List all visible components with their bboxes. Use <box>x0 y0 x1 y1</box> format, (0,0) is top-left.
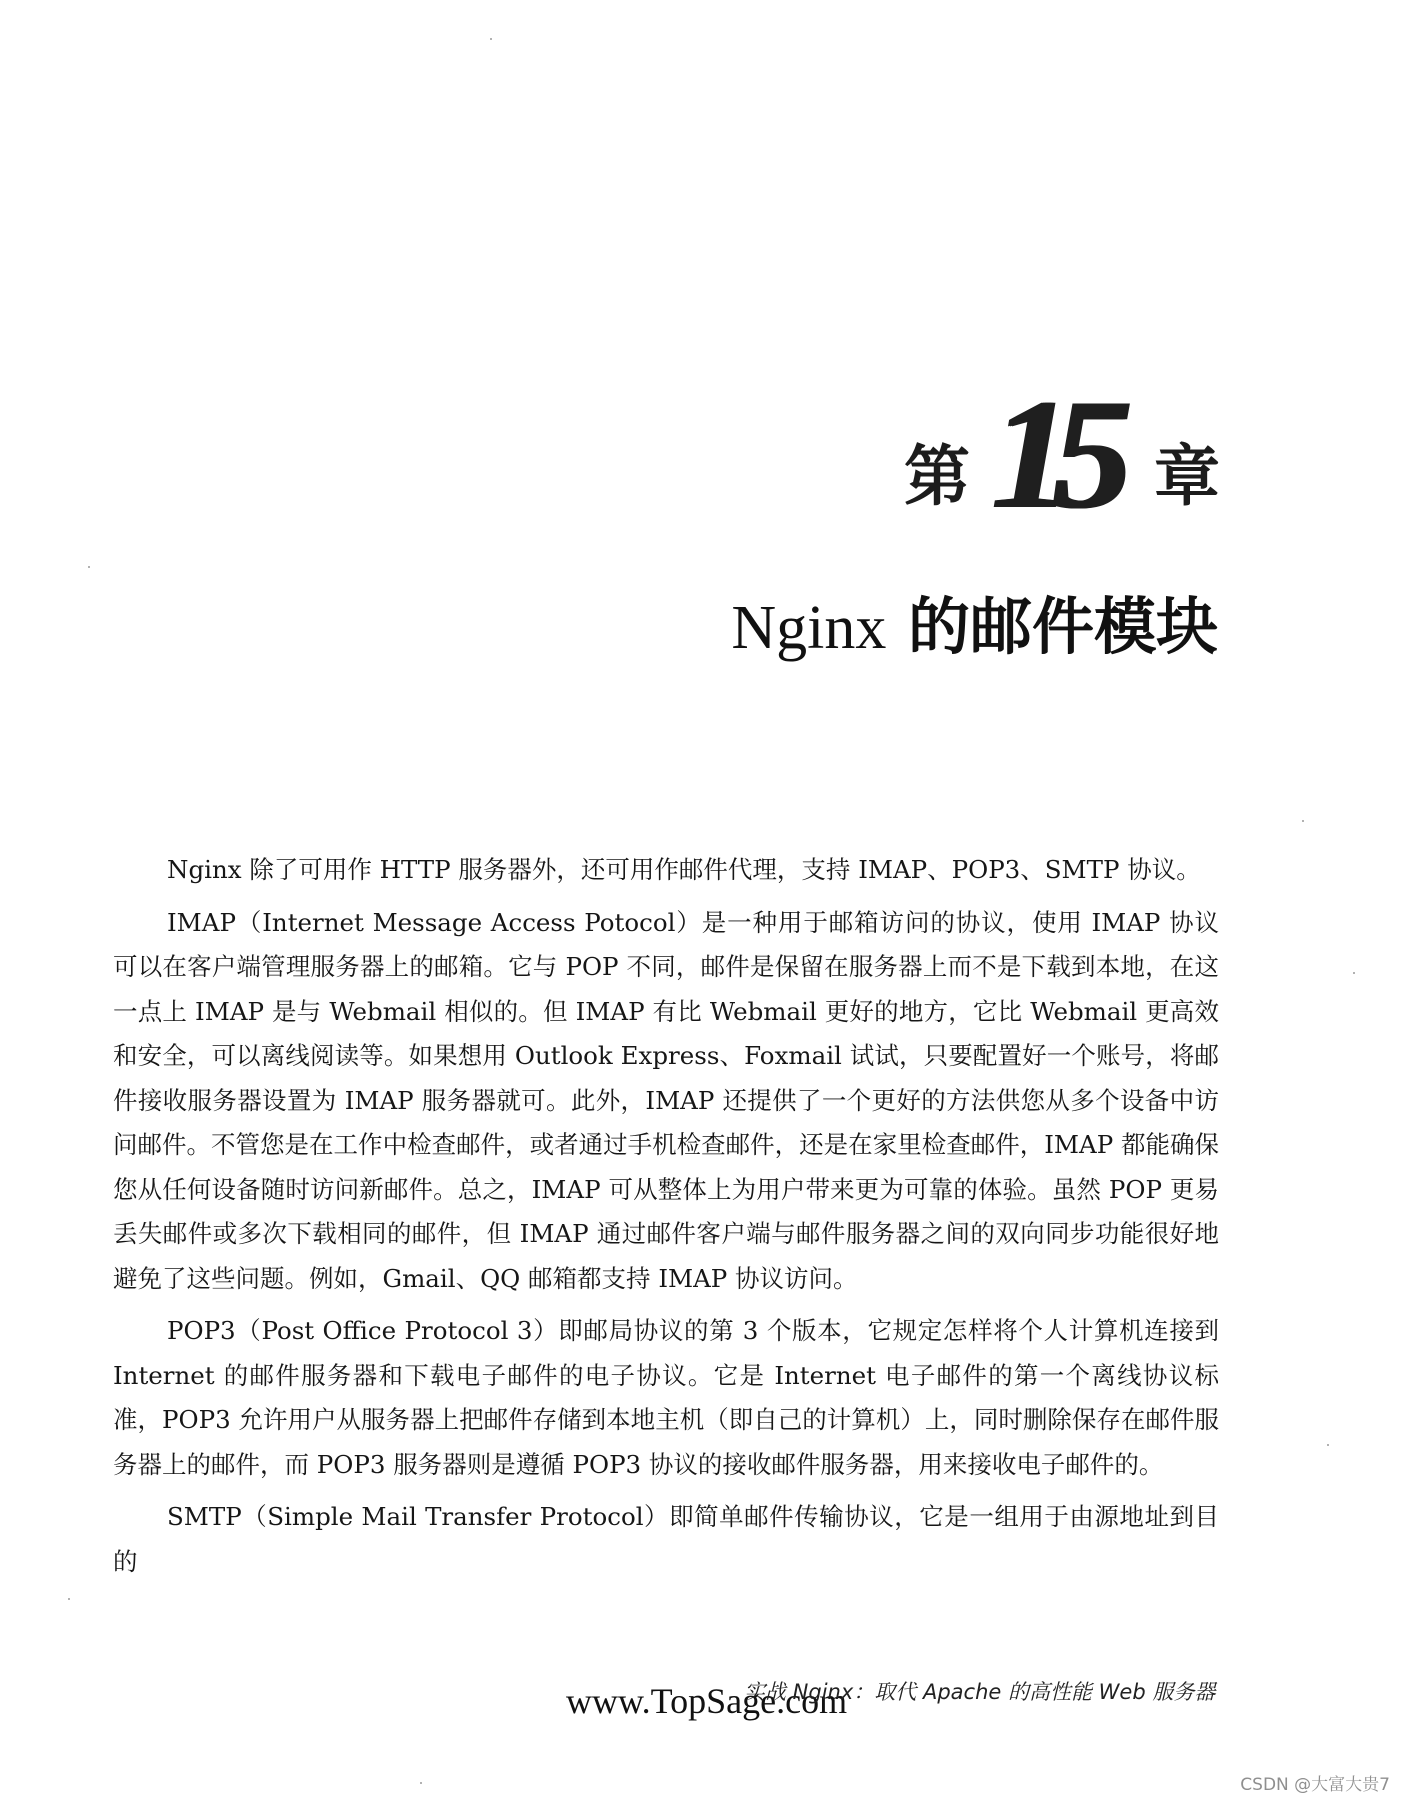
chapter-title-cjk: 的邮件模块 <box>886 590 1218 663</box>
scan-speck <box>88 566 90 568</box>
paragraph-imap: IMAP（Internet Message Access Potocol）是一种用于邮箱访问的协议，使用 IMAP 协议可以在客户端管理服务器上的邮箱。它与 POP 不同，邮件是保留在服务器上而不是下载到本地，在这一点上 IMAP 是与 Webmail 相似的。但 IMAP 有比 Webmail 更好的地方，它比 Webmail 更高效和安全，可以离线阅读等。如果想用 Outlook Express、Foxmail 试试，只要配置好一个账号，将邮件接收服务器设置为 IMAP 服务器就可。此外，IMAP 还提供了一个更好的方法供您从多个设备中访问邮件。不管您是在工作中检查邮件，或者通过手机检查邮件，还是在家里检查邮件，IMAP 都能确保您从任何设备随时访问新邮件。总之，IMAP 可从整体上为用户带来更为可靠的体验。虽然 POP 更易丢失邮件或多次下载相同的邮件，但 IMAP 通过邮件客户端与邮件服务器之间的双向同步功能很好地避免了这些问题。例如，Gmail、QQ 邮箱都支持 IMAP 协议访问。 <box>113 907 1219 1293</box>
paragraph-intro: Nginx 除了可用作 HTTP 服务器外，还可用作邮件代理，支持 IMAP、POP3、SMTP 协议。 <box>167 855 1201 884</box>
scan-speck <box>420 1782 422 1784</box>
chapter-number: 15 <box>992 367 1114 542</box>
chapter-title <box>731 590 1218 663</box>
scan-speck <box>1353 972 1355 974</box>
body-text <box>113 848 1219 1592</box>
chapter-heading <box>904 367 1220 542</box>
page-footer <box>566 1680 1226 1728</box>
footer-book-title: 实战 Nginx：取代 Apache 的高性能 Web 服务器 <box>744 1680 1216 1704</box>
scan-speck <box>1302 820 1304 822</box>
scan-speck <box>1327 1444 1329 1446</box>
chapter-title-latin: Nginx <box>731 594 887 662</box>
csdn-watermark: CSDN @大富大贵7 <box>1240 1775 1390 1795</box>
footer-url: www.TopSage.com <box>566 1681 848 1721</box>
chapter-suffix: 章 <box>1154 438 1220 516</box>
scan-speck <box>490 38 492 40</box>
scan-speck <box>68 1598 70 1600</box>
paragraph-smtp: SMTP（Simple Mail Transfer Protocol）即简单邮件传输协议，它是一组用于由源地址到目的 <box>113 1502 1219 1576</box>
chapter-prefix: 第 <box>904 438 970 516</box>
paragraph-pop3: POP3（Post Office Protocol 3）即邮局协议的第 3 个版本，它规定怎样将个人计算机连接到 Internet 的邮件服务器和下载电子邮件的电子协议。它是 Internet 电子邮件的第一个离线协议标准，POP3 允许用户从服务器上把邮件存储到本地主机（即自己的计算机）上，同时删除保存在邮件服务器上的邮件，而 POP3 服务器则是遵循 POP3 协议的接收邮件服务器，用来接收电子邮件的。 <box>113 1316 1219 1479</box>
